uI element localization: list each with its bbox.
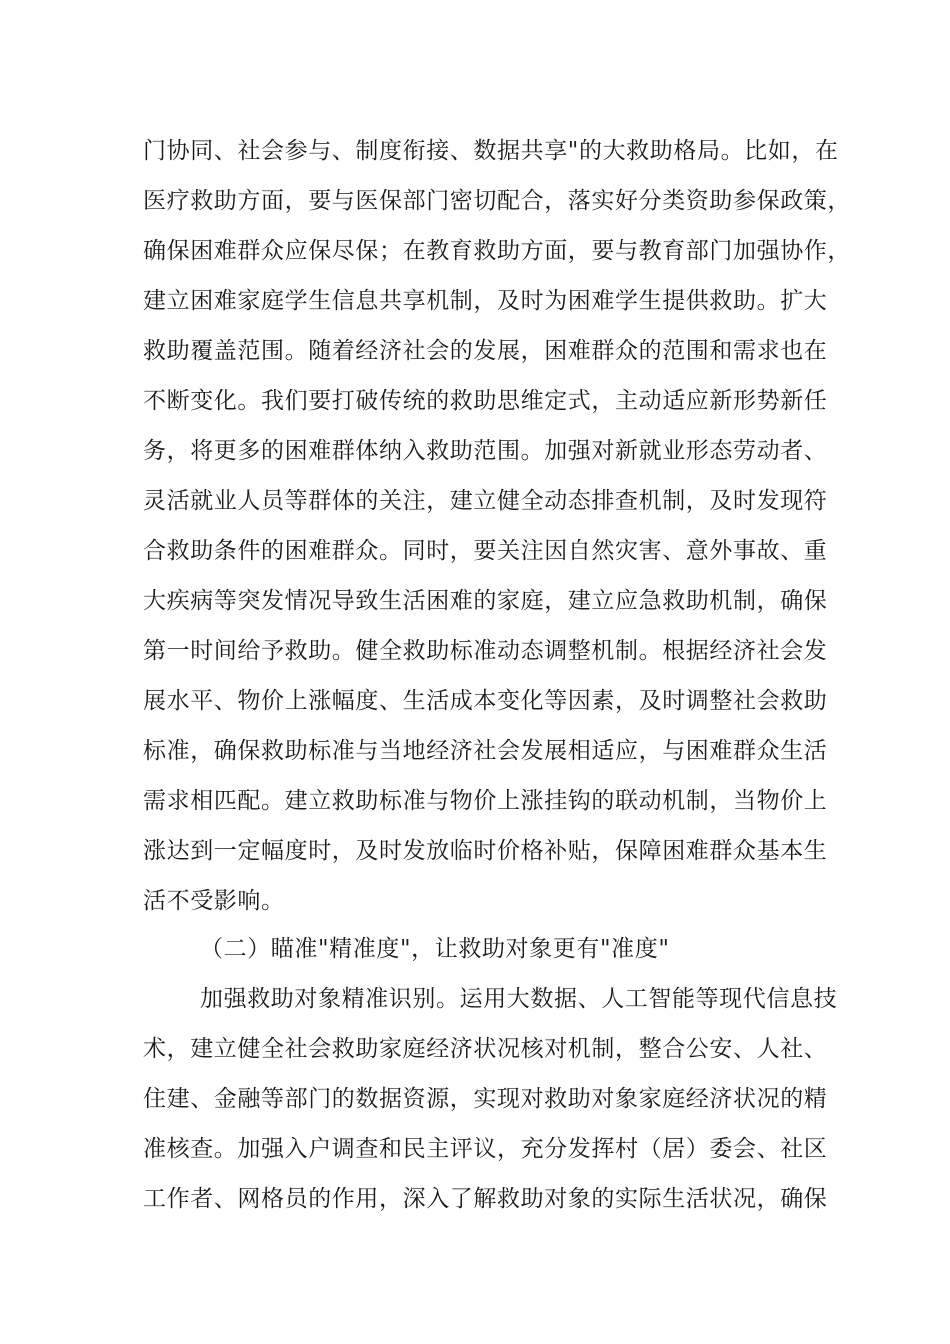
paragraph-line: 务，将更多的困难群体纳入救助范围。加强对新就业形态劳动者、 <box>143 438 828 464</box>
paragraph-line: 活不受影响。 <box>143 888 285 914</box>
section-heading: （二）瞄准"精准度"，让救助对象更有"准度" <box>200 936 670 962</box>
paragraph-line: 住建、金融等部门的数据资源，实现对救助对象家庭经济状况的精 <box>143 1086 828 1112</box>
paragraph-line: 确保困难群众应保尽保；在教育救助方面，要与教育部门加强协作， <box>143 238 851 264</box>
paragraph-line: 医疗救助方面，要与医保部门密切配合，落实好分类资助参保政策， <box>143 188 851 214</box>
paragraph-line: 工作者、网格员的作用，深入了解救助对象的实际生活状况，确保 <box>143 1186 828 1212</box>
paragraph-line: 涨达到一定幅度时，及时发放临时价格补贴，保障困难群众基本生 <box>143 838 828 864</box>
paragraph-line: 不断变化。我们要打破传统的救助思维定式，主动适应新形势新任 <box>143 388 828 414</box>
paragraph-line: 标准，确保救助标准与当地经济社会发展相适应，与困难群众生活 <box>143 738 828 764</box>
paragraph-line: 展水平、物价上涨幅度、生活成本变化等因素，及时调整社会救助 <box>143 688 828 714</box>
paragraph-line: 门协同、社会参与、制度衔接、数据共享"的大救助格局。比如，在 <box>143 138 839 164</box>
paragraph-line: 灵活就业人员等群体的关注，建立健全动态排查机制，及时发现符 <box>143 488 828 514</box>
paragraph-line: 大疾病等突发情况导致生活困难的家庭，建立应急救助机制，确保 <box>143 588 828 614</box>
paragraph-line: 准核查。加强入户调查和民主评议，充分发挥村（居）委会、社区 <box>143 1136 828 1162</box>
paragraph-line: 加强救助对象精准识别。运用大数据、人工智能等现代信息技 <box>200 986 838 1012</box>
paragraph-line: 需求相匹配。建立救助标准与物价上涨挂钩的联动机制，当物价上 <box>143 788 828 814</box>
paragraph-line: 术，建立健全社会救助家庭经济状况核对机制，整合公安、人社、 <box>143 1036 828 1062</box>
paragraph-line: 合救助条件的困难群众。同时，要关注因自然灾害、意外事故、重 <box>143 538 828 564</box>
paragraph-line: 救助覆盖范围。随着经济社会的发展，困难群众的范围和需求也在 <box>143 338 828 364</box>
paragraph-line: 第一时间给予救助。健全救助标准动态调整机制。根据经济社会发 <box>143 638 828 664</box>
paragraph-line: 建立困难家庭学生信息共享机制，及时为困难学生提供救助。扩大 <box>143 288 828 314</box>
